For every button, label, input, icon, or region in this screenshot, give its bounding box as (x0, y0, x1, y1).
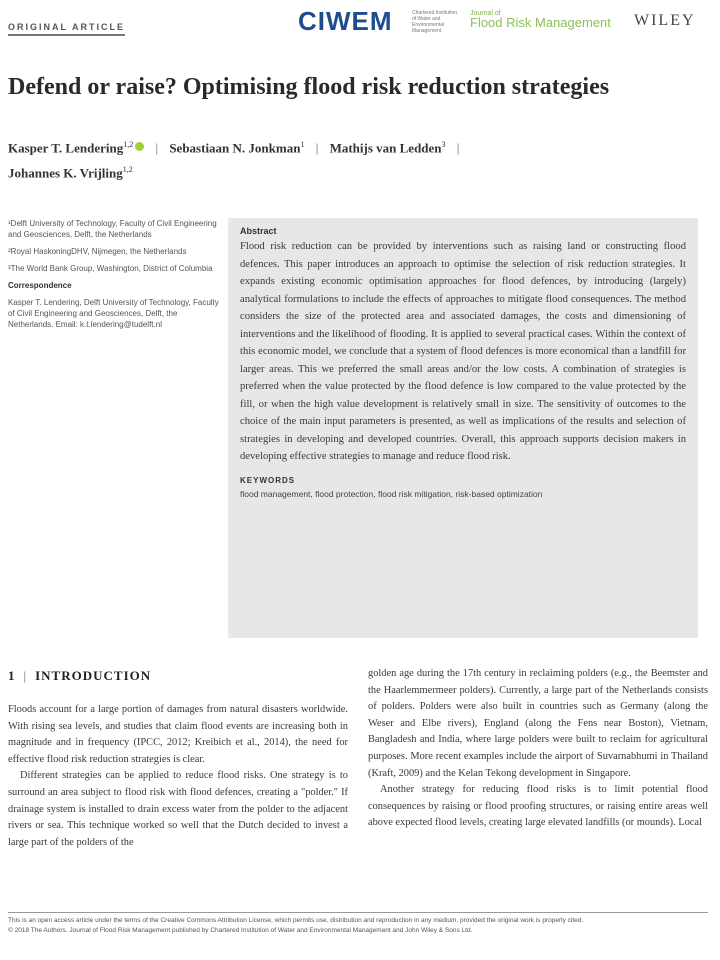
author-list (8, 134, 608, 185)
journal-logo: Flood Risk Management (470, 15, 611, 30)
copyright-note: © 2018 The Authors. Journal of Flood Risk Management published by Chartered Institution of Water and Environmental Management and John Wiley & Sons Ltd. (8, 927, 473, 934)
affiliation: ³The World Bank Group, Washington, District of Columbia (8, 264, 213, 273)
author-affil-sup: 1,2 (122, 165, 133, 175)
body-column-left (8, 702, 348, 851)
author-affil-sup: 3 (441, 140, 446, 149)
keywords-list: flood management, flood protection, flood risk mitigation, risk-based optimization (240, 488, 543, 499)
civem-logo-subtitle: Chartered Institution of Water and Environmental Management (412, 10, 458, 34)
license-note: This is an open access article under the terms of the Creative Commons Attribution License, which permits use, distribution and reproduction in any medium, provided the original work is properly cited. (8, 917, 584, 924)
section-heading-introduction (8, 668, 151, 684)
author-separator: | (155, 140, 159, 156)
section-title: INTRODUCTION (35, 668, 152, 683)
correspondence-text: Kasper T. Lendering, Delft University of Technology, Faculty of Civil Engineering and Geosciences, Delft, the Netherlands. Email: k.t.lendering@tudelft.nl (8, 298, 219, 329)
article-type-label: ORIGINAL ARTICLE (8, 22, 125, 36)
section-number: 1 (8, 668, 16, 683)
abstract-heading: Abstract (240, 226, 277, 236)
keywords-heading: KEYWORDS (240, 475, 296, 485)
paper-title: Defend or raise? Optimising flood risk reduction strategies (8, 74, 610, 100)
wiley-logo: WILEY (634, 12, 696, 29)
author-separator: | (315, 140, 319, 156)
body-paragraph: Another strategy for reducing flood risks is to limit potential flood consequences by raising or flood proofing structures, or raising entire areas well above expected flood levels, creating large elevated landfills (or mounds). Local (368, 784, 708, 829)
body-column-right (368, 666, 708, 832)
footer-divider (8, 912, 708, 913)
affiliations-column (8, 218, 220, 336)
abstract-box (228, 218, 698, 638)
body-paragraph: Floods account for a large portion of damages from natural disasters worldwide. With rising sea levels, and studies that claim flood events are increasing both in magnitude and in frequency (IPCC, 2012; Kreibich et al., 2014), the need for effective flood risk reduction strategies is clear. (8, 704, 348, 765)
author-name[interactable]: Mathijs van Ledden (329, 140, 442, 156)
author-separator: | (456, 140, 460, 156)
body-paragraph: golden age during the 17th century in reclaiming polders (e.g., the Beemster and the Haarlemmermeer polders). Currently, a large part of the Netherlands consists of polders. Polders were also built in countries such as Germany (along the Weser and Elbe rivers), England (along the Fens near Boston), Vietnam, Bangladesh and India, where large polders were built to reclaim for agricultural purposes. More recent examples include the airport of Suvarnabhumi in Thailand (Kraft, 2009) and the Kelan Tekong development in Singapore. (368, 668, 708, 779)
author-name[interactable]: Kasper T. Lendering (8, 140, 124, 156)
section-separator: | (23, 668, 28, 683)
journal-logo-small: Journal of (470, 10, 501, 17)
author-name[interactable]: Sebastiaan N. Jonkman (169, 140, 301, 156)
author-affil-sup: 1 (300, 140, 305, 149)
orcid-icon[interactable] (135, 142, 144, 151)
author-affil-sup: 1,2 (123, 140, 134, 149)
abstract-body: Flood risk reduction can be provided by interventions such as raising land or constructing flood defences. This paper introduces an approach to optimise the selection of risk reduction strategies. It expands existing economic optimisation approaches for flood defences, by introducing (largely) analytical formulations to include the effects of approaches to mitigate flood consequences. The method considers the size of the protected area and associated damages, the costs and dimensioning of interventions and the likelihood of flooding. It is applied to several practical cases. Within the context of this economic model, we conclude that a system of flood defences is more economical than a landfill for larger areas. This we preferred the small areas and/or the low costs. A combination of strategies is preferred when the value protected by the flood defence is low compared to the value protected by the fill, or when the high value development is relatively small in size. The sensitivity of outcomes to the choice of the main input parameters is presented, as well as implications of the results and selection of strategies in developing and developed countries. Overall, this approach supports decision makers in developing effective strategies to manage and reduce flood risk. (240, 241, 686, 462)
civem-logo: CIWEM (298, 6, 393, 36)
affiliation: ²Royal HaskoningDHV, Nijmegen, the Netherlands (8, 247, 187, 256)
correspondence-heading: Correspondence (8, 281, 72, 290)
affiliation: ¹Delft University of Technology, Faculty of Civil Engineering and Geosciences, Delft, the Netherlands (8, 219, 217, 239)
author-name[interactable]: Johannes K. Vrijling (8, 165, 123, 181)
body-paragraph: Different strategies can be applied to reduce flood risks. One strategy is to surround an area subject to flood risk with flood defences, creating a "polder." If drainage system is installed to drain excess water from the polder to the adjacent rivers or sea. This technique worked so well that the Dutch decided to invest a large part of the polders of the (8, 770, 348, 848)
page-footer (8, 916, 708, 936)
